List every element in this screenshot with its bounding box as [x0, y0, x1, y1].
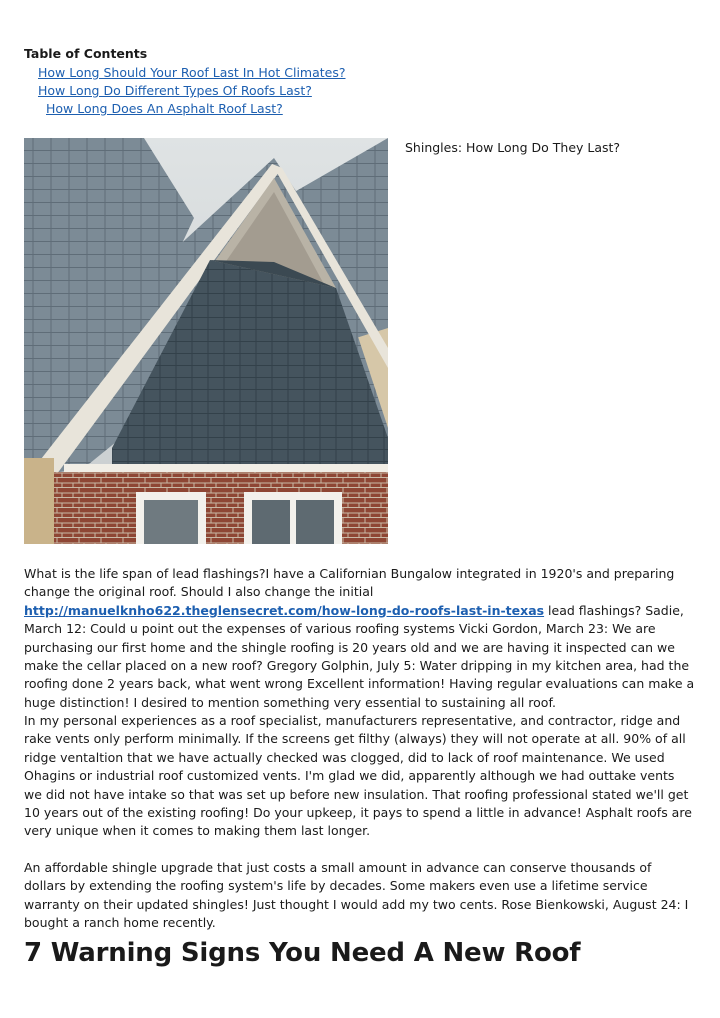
toc-link-roof-types[interactable]: How Long Do Different Types Of Roofs Last? [38, 83, 312, 98]
paragraph-2: In my personal experiences as a roof specialist, manufacturers representative, and contractor, ridge and rake vents only perform minimally. If the screens get filthy (always) they will not operate at all. 90% of all ridge ventaltion that we have actually checked was clogged, did to lack of roof maintenance. We used Ohagins or industrial roof customized vents. I'm glad we did, apparently although we had outtake vents we did not have intake so that was set up before new insulation. That roofing professional stated we'll get 10 years out of the existing roofing! Do your upkeep, it pays to spend a little in advance! Asphalt roofs are very unique when it comes to making them last longer. [24, 713, 692, 839]
toc-link-asphalt-roof[interactable]: How Long Does An Asphalt Roof Last? [46, 101, 283, 116]
inline-link[interactable]: http://manuelknho622.theglensecret.com/how-long-do-roofs-last-in-texas [24, 602, 545, 618]
paragraph-1-text-before: What is the life span of lead flashings?I have a Californian Bungalow integrated in 1920's and preparing change the original roof. Should I also change the initial [24, 566, 675, 600]
toc-title: Table of Contents [24, 46, 148, 61]
toc-link-hot-climates[interactable]: How Long Should Your Roof Last In Hot Climates? [38, 65, 346, 80]
section-heading: 7 Warning Signs You Need A New Roof [24, 938, 581, 968]
roof-gable-photo [24, 138, 388, 544]
paragraph-1 [24, 565, 696, 712]
paragraph-3: An affordable shingle upgrade that just costs a small amount in advance can conserve thousands of dollars by extending the roofing system's life by decades. Some makers even use a lifetime service warranty on their updated shingles! Just thought I would add my two cents. Rose Bienkowski, August 24: I bought a ranch home recently. [24, 860, 689, 931]
paragraph-1-text-after: lead flashings? Sadie, March 12: Could u point out the expenses of various roofing systems Vicki Gordon, March 23: We are purchasing our first home and the shingle roofing is 20 years old and we are having it inspected can we make the cellar placed on a new roof? Gregory Golphin, July 5: Water dripping in my kitchen area, had the roofing done 2 years back, what went wrong Excellent information! Having regular evaluations can make a huge distinction! I desired to mention something very essential to sustaining all roof. [24, 602, 695, 710]
image-caption: Shingles: How Long Do They Last? [405, 140, 621, 155]
